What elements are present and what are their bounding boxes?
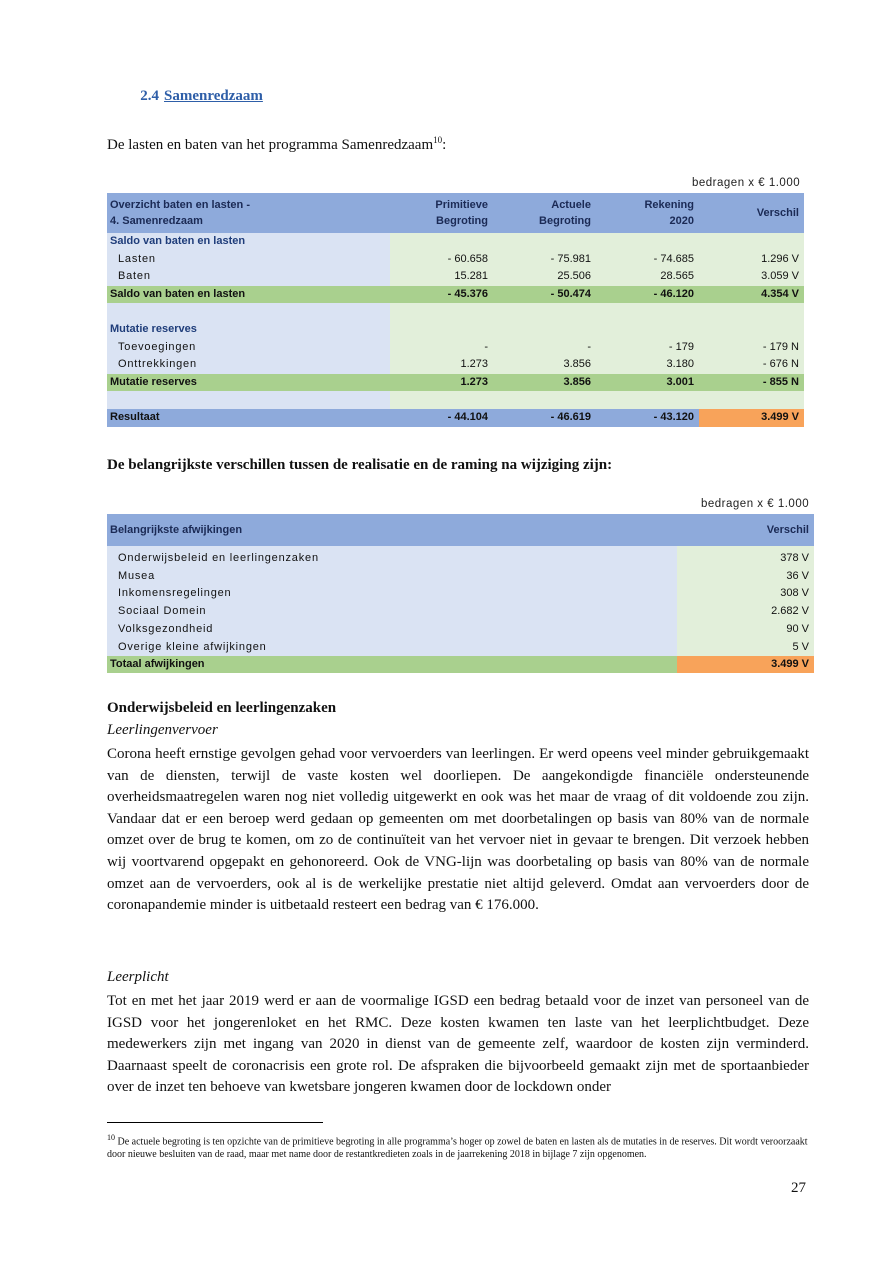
row-value: 3.001 — [596, 374, 699, 392]
footnote-text: De actuele begroting is ten opzichte van de primitieve begroting in alle programma’s hoger op zowel de baten en lasten als de mutaties in de reserves. Dit wordt veroorzaakt door nieuwe besluiten van de raad, maar met name door de restantkredieten zoals in de jaarrekening 2018 in bijlage 7 zijn opgenomen. — [107, 1136, 808, 1160]
row-value — [596, 321, 699, 339]
row-value: - 179 — [596, 339, 699, 357]
row-value — [493, 391, 596, 409]
deviation-value: 36 V — [786, 569, 809, 582]
header-col-rekening — [596, 193, 699, 233]
row-value: - 75.981 — [493, 251, 596, 269]
row-value — [699, 233, 804, 251]
row-value — [699, 391, 804, 409]
row-value: 3.499 V — [699, 409, 804, 427]
table1-row — [107, 356, 804, 374]
table2-total-value: 3.499 V — [677, 656, 814, 673]
row-label: Baten — [107, 268, 390, 286]
header-col1-line1: Primitieve — [435, 199, 488, 211]
paragraph-leerplicht: Tot en met het jaar 2019 werd er aan de voormalige IGSD een bedrag betaald voor de inzet van personeel van de IGSD voor het jongerenloket en het RMC. Deze kosten kwamen ten laste van het leerplichtbudget. Deze medewerkers zijn met ingang van 2020 in dienst van de gemeente zelf, waardoor de kosten zijn verminderd. Daarnaast speelt de coronacrisis een grote rol. De afspraken die bijvoorbeeld gemaakt zijn met de sportaanbieder over de inzet ten behoeve van kwetsbare jongeren kwamen door de lockdown onder — [107, 993, 809, 1096]
row-value — [699, 303, 804, 321]
row-value: - 46.619 — [493, 409, 596, 427]
table1-row — [107, 339, 804, 357]
row-value: - 676 N — [699, 356, 804, 374]
table2-row — [107, 621, 814, 639]
table1-row — [107, 251, 804, 269]
table2-row — [107, 585, 814, 603]
row-value: 1.273 — [390, 374, 493, 392]
section-title: Samenredzaam — [164, 88, 263, 104]
budget-table — [107, 193, 804, 429]
deviation-label: Musea — [118, 569, 156, 582]
header-label — [107, 193, 390, 233]
deviation-label: Volksgezondheid — [118, 622, 214, 635]
row-value: 3.856 — [493, 356, 596, 374]
table1-unit: bedragen x € 1.000 — [692, 177, 801, 189]
deviation-value: 378 V — [780, 552, 809, 564]
row-value: - 50.474 — [493, 286, 596, 304]
footnote-number: 10 — [107, 1133, 115, 1142]
row-value: - 60.658 — [390, 251, 493, 269]
table2-row — [107, 603, 814, 621]
row-label — [107, 303, 390, 321]
footnote — [107, 1132, 809, 1161]
table2-header-value: Verschil — [766, 524, 809, 536]
row-label: Saldo van baten en lasten — [107, 286, 390, 304]
header-col-actuele — [493, 193, 596, 233]
row-value — [493, 321, 596, 339]
body-heading: Onderwijsbeleid en leerlingenzaken — [107, 700, 337, 716]
row-value — [390, 391, 493, 409]
row-value: 1.273 — [390, 356, 493, 374]
deviation-value: 2.682 V — [771, 605, 809, 618]
table1-row — [107, 268, 804, 286]
page-number: 27 — [791, 1180, 806, 1196]
row-label: Mutatie reserves — [107, 374, 390, 392]
table2-total-row — [107, 656, 814, 673]
row-label: Onttrekkingen — [107, 356, 390, 374]
header-col3-line1: Rekening — [644, 199, 694, 211]
deviation-label: Sociaal Domein — [118, 605, 207, 618]
table1-row — [107, 233, 804, 251]
row-label: Mutatie reserves — [107, 321, 390, 339]
row-value: 3.059 V — [699, 268, 804, 286]
row-value: - — [390, 339, 493, 357]
table1-row — [107, 409, 804, 427]
row-value — [390, 321, 493, 339]
table2-row — [107, 568, 814, 586]
row-value — [390, 303, 493, 321]
row-value: - 46.120 — [596, 286, 699, 304]
header-col-verschil: Verschil — [756, 207, 799, 219]
deviation-label: Overige kleine afwijkingen — [118, 640, 267, 653]
header-col1-line2: Begroting — [436, 215, 488, 227]
table1-row — [107, 321, 804, 339]
deviation-label: Inkomensregelingen — [118, 587, 232, 600]
table1-header — [107, 193, 804, 233]
row-label: Saldo van baten en lasten — [107, 233, 390, 251]
table1-row — [107, 303, 804, 321]
row-value: - 44.104 — [390, 409, 493, 427]
intro-text: De lasten en baten van het programma Samenredzaam — [107, 137, 434, 153]
intro-line — [107, 135, 446, 154]
section-heading — [107, 88, 263, 105]
table2-header-label: Belangrijkste afwijkingen — [110, 524, 243, 536]
header-col2-line1: Actuele — [551, 199, 591, 211]
row-value: 15.281 — [390, 268, 493, 286]
header-label-line1: Overzicht baten en lasten - — [110, 199, 250, 211]
footnote-divider — [107, 1122, 323, 1123]
header-col-primitieve — [390, 193, 493, 233]
row-label: Lasten — [107, 251, 390, 269]
deviation-label: Onderwijsbeleid en leerlingenzaken — [118, 552, 319, 564]
row-value — [493, 233, 596, 251]
row-value — [493, 303, 596, 321]
subheading-leerplicht: Leerplicht — [107, 969, 169, 985]
row-value: 4.354 V — [699, 286, 804, 304]
row-value: - — [493, 339, 596, 357]
row-value: 1.296 V — [699, 251, 804, 269]
deviation-value: 90 V — [786, 622, 809, 635]
row-value: 25.506 — [493, 268, 596, 286]
table2-header — [107, 514, 814, 546]
table1-row — [107, 391, 804, 409]
table2-unit: bedragen x € 1.000 — [701, 498, 810, 510]
footnote-ref[interactable]: 10 — [433, 135, 443, 145]
table2-row — [107, 550, 814, 568]
header-label-line2: 4. Samenredzaam — [110, 215, 203, 227]
table2-row — [107, 639, 814, 657]
row-value — [596, 233, 699, 251]
row-value: - 45.376 — [390, 286, 493, 304]
row-value — [596, 303, 699, 321]
section-number: 2.4 — [140, 88, 159, 104]
row-value — [699, 321, 804, 339]
header-col3-line2: 2020 — [669, 215, 694, 227]
row-value: - 855 N — [699, 374, 804, 392]
row-value: 3.180 — [596, 356, 699, 374]
row-value: 28.565 — [596, 268, 699, 286]
table2-total-label: Totaal afwijkingen — [110, 658, 205, 670]
deviation-value: 5 V — [792, 640, 809, 653]
row-label: Resultaat — [107, 409, 390, 427]
table1-row — [107, 286, 804, 304]
row-value — [596, 391, 699, 409]
row-label — [107, 391, 390, 409]
intro-suffix: : — [442, 137, 447, 153]
paragraph-leerlingenvervoer: Corona heeft ernstige gevolgen gehad voor vervoerders van leerlingen. Er werd opeens veel minder gebruikgemaakt van de diensten, terwijl de vaste kosten wel doorliepen. De aangekondigde financiële ondersteunende overheidsmaatregelen waren nog niet volledig uitgewerkt en ook was het maar de vraag of dit voldoende zou zijn. Vandaar dat er een beroep werd gedaan op gemeenten om met doorbetalingen op basis van 80% van de normale omzet over de brug te komen, om zo de continuïteit van het vervoer niet in gevaar te brengen. Dit verzoek hebben wij voortvarend opgepakt en gehonoreerd. Ook de VNG-lijn was doorbetaling op basis van 80% van de normale omzet aan de vervoerders, ook al is de werkelijke prestatie niet altijd geleverd. Omdat aan vervoerders door de coronapandemie minder is uitbetaald resteert een bedrag van € 176.000. — [107, 746, 809, 914]
subheading-leerlingenvervoer: Leerlingenvervoer — [107, 722, 218, 738]
row-label: Toevoegingen — [107, 339, 390, 357]
row-value: 3.856 — [493, 374, 596, 392]
table1-row — [107, 374, 804, 392]
header-col2-line2: Begroting — [539, 215, 591, 227]
row-value: - 74.685 — [596, 251, 699, 269]
table2-title: De belangrijkste verschillen tussen de realisatie en de raming na wijziging zijn: — [107, 457, 613, 473]
deviations-table — [107, 514, 814, 673]
row-value: - 43.120 — [596, 409, 699, 427]
deviation-value: 308 V — [780, 587, 809, 600]
row-value: - 179 N — [699, 339, 804, 357]
row-value — [390, 233, 493, 251]
